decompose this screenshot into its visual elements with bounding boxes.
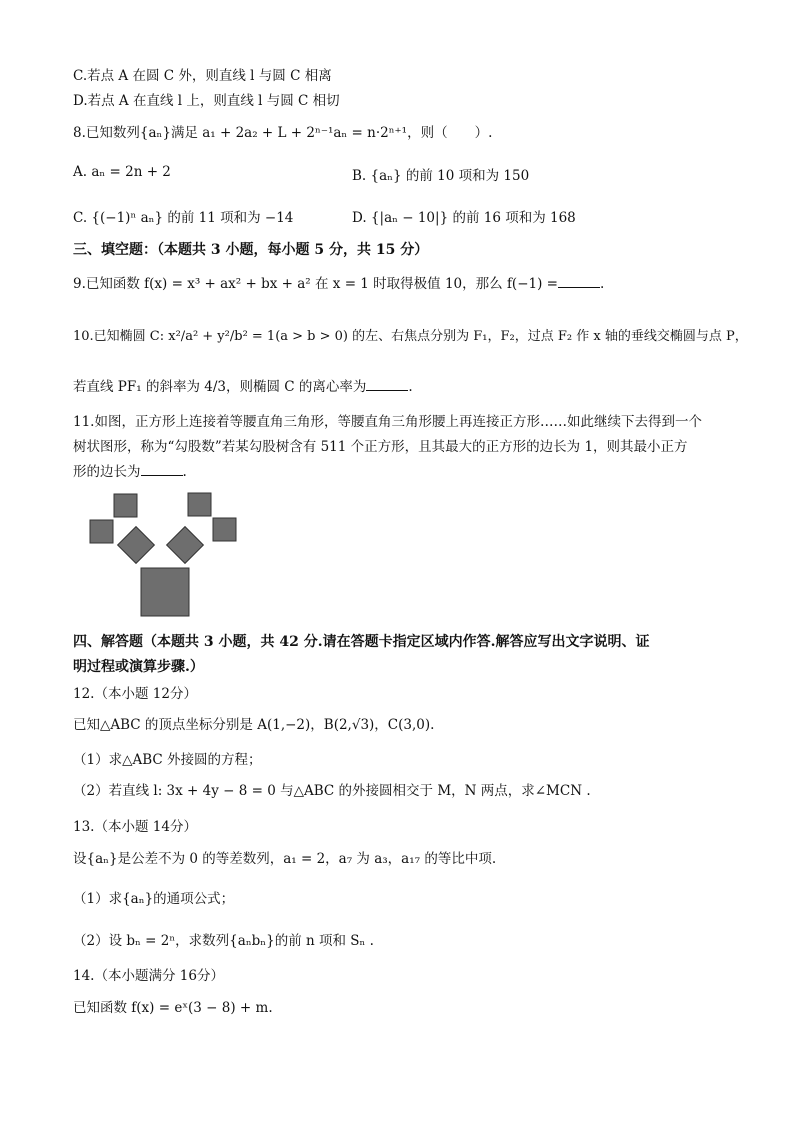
option-c-prev: C.若点 A 在圆 C 外，则直线 l 与圆 C 相离	[73, 68, 332, 84]
tree-square-small-3	[188, 493, 211, 516]
pythagoras-tree-figure	[88, 490, 240, 620]
question-11-line2: 树状图形，称为“勾股数”若某勾股树含有 511 个正方形，且其最大的正方形的边长为 1，则其最小正方	[73, 439, 688, 455]
q8-option-a: A. aₙ = 2n + 2	[73, 164, 171, 180]
tree-square-small-4	[213, 518, 236, 541]
tree-square-mid-right	[167, 527, 204, 564]
tree-square-small-2	[90, 520, 113, 543]
question-8: 8.已知数列{aₙ}满足 a₁ + 2a₂ + L + 2ⁿ⁻¹aₙ = n·2ⁿ⁺¹，则（ ）.	[73, 125, 493, 141]
option-d-prev: D.若点 A 在直线 l 上，则直线 l 与圆 C 相切	[73, 93, 340, 109]
q9-text: 9.已知函数 f(x) = x³ + ax² + bx + a² 在 x = 1 时取得极值 10，那么 f(−1) =	[73, 276, 558, 292]
q8-option-b: B. {aₙ} 的前 10 项和为 150	[352, 168, 530, 184]
q11-text: 形的边长为	[73, 464, 141, 480]
question-11-line3: 形的边长为 .	[73, 464, 187, 480]
section-4-heading-line2: 明过程或演算步骤.）	[73, 659, 204, 675]
q10-text: 若直线 PF₁ 的斜率为 4/3，则椭圆 C 的离心率为	[73, 379, 367, 395]
question-10-line1: 10.已知椭圆 C: x²/a² + y²/b² = 1(a > b > 0) 的左、右焦点分别为 F₁，F₂，过点 F₂ 作 x 轴的垂线交椭圆与点 P，	[73, 329, 748, 344]
question-12-heading: 12.（本小题 12分）	[73, 686, 197, 702]
question-13-stem: 设{aₙ}是公差不为 0 的等差数列，a₁ = 2，a₇ 为 a₃，a₁₇ 的等比中项.	[73, 851, 497, 867]
question-12-stem: 已知△ABC 的顶点坐标分别是 A(1,−2)，B(2,√3)，C(3,0).	[73, 717, 435, 733]
q8-option-d: D. {|aₙ − 10|} 的前 16 项和为 168	[352, 210, 576, 226]
tree-square-large	[141, 568, 189, 616]
question-10-line2: 若直线 PF₁ 的斜率为 4/3，则椭圆 C 的离心率为 .	[73, 379, 413, 395]
question-13-heading: 13.（本小题 14分）	[73, 819, 197, 835]
question-13-part1: （1）求{aₙ}的通项公式；	[73, 891, 235, 907]
section-3-heading: 三、填空题：（本题共 3 小题，每小题 5 分，共 15 分）	[73, 242, 429, 258]
question-13-part2: （2）设 bₙ = 2ⁿ，求数列{aₙbₙ}的前 n 项和 Sₙ .	[73, 933, 374, 949]
section-4-heading-line1: 四、解答题（本题共 3 小题，共 42 分.请在答题卡指定区域内作答.解答应写出文字说明、证	[73, 634, 650, 650]
question-14-stem: 已知函数 f(x) = eˣ(3 − 8) + m.	[73, 1000, 273, 1016]
q8-option-c: C. {(−1)ⁿ aₙ} 的前 11 项和为 −14	[73, 210, 294, 226]
tree-square-mid-left	[118, 527, 155, 564]
question-11-line1: 11.如图，正方形上连接着等腰直角三角形，等腰直角三角形腰上再连接正方形……如此继续下去得到一个	[73, 414, 702, 430]
tree-square-small-1	[114, 494, 137, 517]
question-12-part1: （1）求△ABC 外接圆的方程；	[73, 752, 262, 768]
question-9: 9.已知函数 f(x) = x³ + ax² + bx + a² 在 x = 1 时取得极值 10，那么 f(−1) = .	[73, 276, 605, 292]
question-12-part2: （2）若直线 l: 3x + 4y − 8 = 0 与△ABC 的外接圆相交于 M，N 两点，求∠MCN .	[73, 783, 591, 799]
answer-blank	[558, 275, 600, 288]
question-14-heading: 14.（本小题满分 16分）	[73, 968, 224, 984]
answer-blank	[366, 378, 408, 391]
answer-blank	[141, 463, 183, 476]
